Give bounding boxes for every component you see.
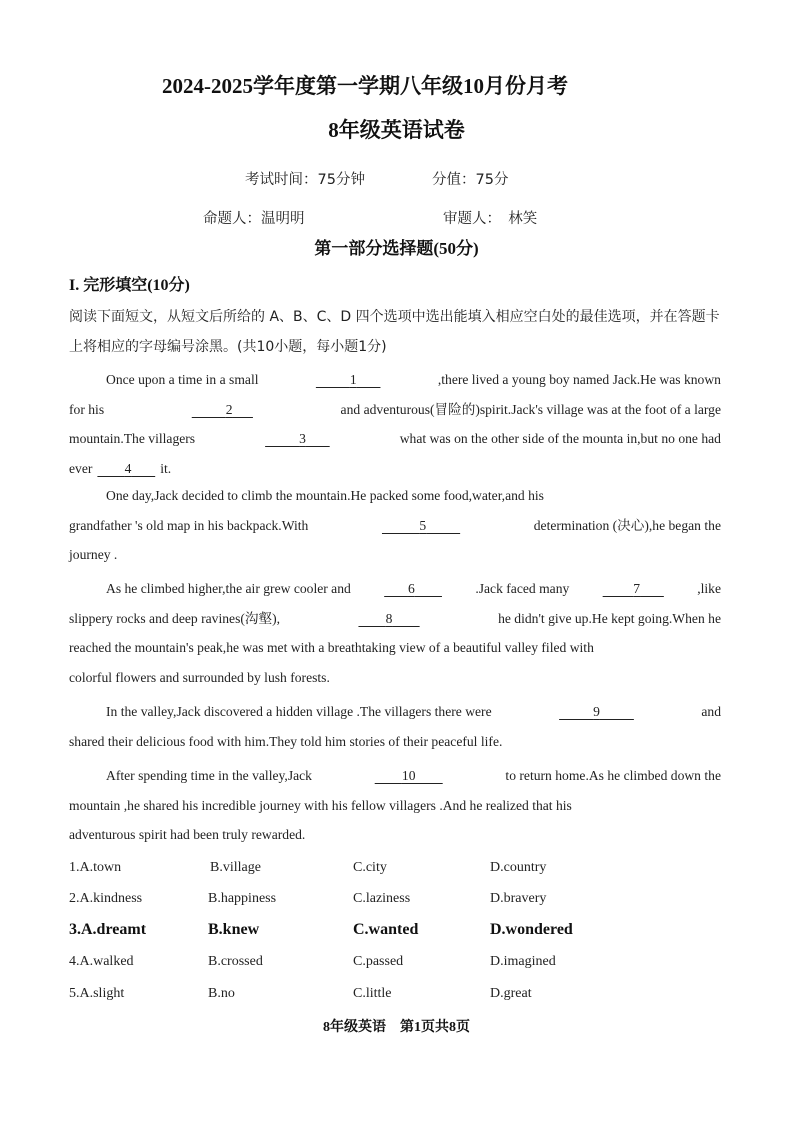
passage-text: colorful flowers and surrounded by lush forests. (69, 669, 330, 685)
passage-paragraph-2 (69, 481, 721, 570)
section-instructions: 阅读下面短文，从短文后所给的 A、B、C、D 四个选项中选出能填入相应空白处的最佳选项，并在答题卡上将相应的字母编号涂黑。(共10小题，每小题1分) (69, 309, 720, 355)
passage-paragraph-1 (69, 365, 721, 483)
option-1b: B.village (210, 860, 261, 875)
blank-6: 6 (407, 581, 415, 596)
option-4c: C.passed (353, 954, 404, 969)
passage-paragraph-4 (69, 697, 721, 756)
blank-4: 4 (124, 460, 132, 476)
passage-paragraph-3 (69, 574, 721, 692)
passage-text: for his (69, 401, 105, 417)
passage-text: One day,Jack decided to climb the mountain.He packed some food,water,and his (106, 488, 544, 503)
passage-text: and (701, 704, 721, 719)
option-5c: C.little (353, 986, 392, 1001)
option-4b: B.crossed (208, 954, 263, 969)
exam-time: 考试时间：75分钟 (245, 172, 365, 188)
blank-7: 7 (633, 581, 641, 596)
passage-text: .Jack faced many (475, 581, 570, 596)
passage-text: journey . (69, 547, 118, 562)
passage-text: shared their delicious food with him.They told him stories of their peaceful life. (69, 733, 503, 749)
option-4d: D.imagined (490, 954, 556, 969)
blank-9: 9 (593, 704, 600, 719)
blank-8: 8 (385, 610, 393, 626)
passage-text: reached the mountain's peak,he was met with a breathtaking view of a beautiful valley filed with (69, 640, 594, 655)
passage-text: Once upon a time in a small (106, 372, 259, 387)
passage-text: mountain ,he shared his incredible journey with his fellow villagers .And he realized that his (69, 797, 572, 813)
option-2a: 2.A.kindness (69, 891, 143, 906)
option-1d: D.country (490, 860, 547, 875)
option-5d: D.great (490, 986, 532, 1001)
part-title: 第一部分选择题(50分) (314, 239, 479, 258)
passage-text: what was on the other side of the mounta in,but no one had (399, 431, 721, 446)
exam-score: 分值：75分 (432, 172, 509, 188)
option-2b: B.happiness (208, 891, 277, 906)
passage-paragraph-5 (69, 761, 721, 850)
exam-subtitle: 8年级英语试卷 (328, 118, 465, 142)
passage-text: slippery rocks and deep ravines(沟壑), (69, 610, 281, 626)
blank-2: 2 (225, 401, 233, 417)
passage-text: ,there lived a young boy named Jack.He was known (437, 372, 721, 387)
page-footer: 8年级英语 第1页共8页 (323, 1020, 470, 1035)
passage-text: to return home.As he climbed down the (505, 768, 721, 783)
option-3a: 3.A.dreamt (69, 921, 147, 938)
blank-10: 10 (401, 768, 416, 783)
option-5b: B.no (208, 986, 235, 1001)
passage-text: In the valley,Jack discovered a hidden village .The villagers there were (106, 704, 492, 719)
exam-reviewer: 审题人： 林笑 (443, 211, 538, 227)
passage-text: ever (69, 460, 93, 476)
passage-text: mountain.The villagers (69, 431, 196, 446)
exam-author: 命题人：温明明 (203, 211, 305, 227)
blank-1: 1 (349, 372, 357, 387)
blank-3: 3 (299, 431, 306, 446)
option-1c: C.city (353, 860, 387, 875)
passage-text: and adventurous(冒险的)spirit.Jack's village was at the foot of a large (340, 401, 721, 417)
option-2d: D.bravery (490, 891, 547, 906)
passage-text: determination (决心),he began the (533, 517, 721, 533)
option-4a: 4.A.walked (69, 954, 134, 969)
option-3c: C.wanted (353, 921, 419, 938)
passage-text: he didn't give up.He kept going.When he (498, 610, 721, 626)
passage-text: ,like (697, 581, 721, 596)
passage-text: After spending time in the valley,Jack (106, 768, 312, 783)
passage-text: grandfather 's old map in his backpack.With (69, 517, 309, 533)
blank-5: 5 (419, 517, 427, 533)
exam-title: 2024-2025学年度第一学期八年级10月份月考 (162, 74, 568, 98)
option-3b: B.knew (208, 921, 260, 938)
option-3d: D.wondered (490, 921, 573, 938)
option-5a: 5.A.slight (69, 986, 125, 1001)
option-2c: C.laziness (353, 891, 411, 906)
option-1a: 1.A.town (69, 860, 122, 875)
section-title: I. 完形填空(10分) (69, 277, 190, 294)
passage-text: it. (160, 460, 172, 476)
passage-text: As he climbed higher,the air grew cooler and (106, 581, 351, 596)
passage-text: adventurous spirit had been truly rewarded. (69, 827, 306, 842)
